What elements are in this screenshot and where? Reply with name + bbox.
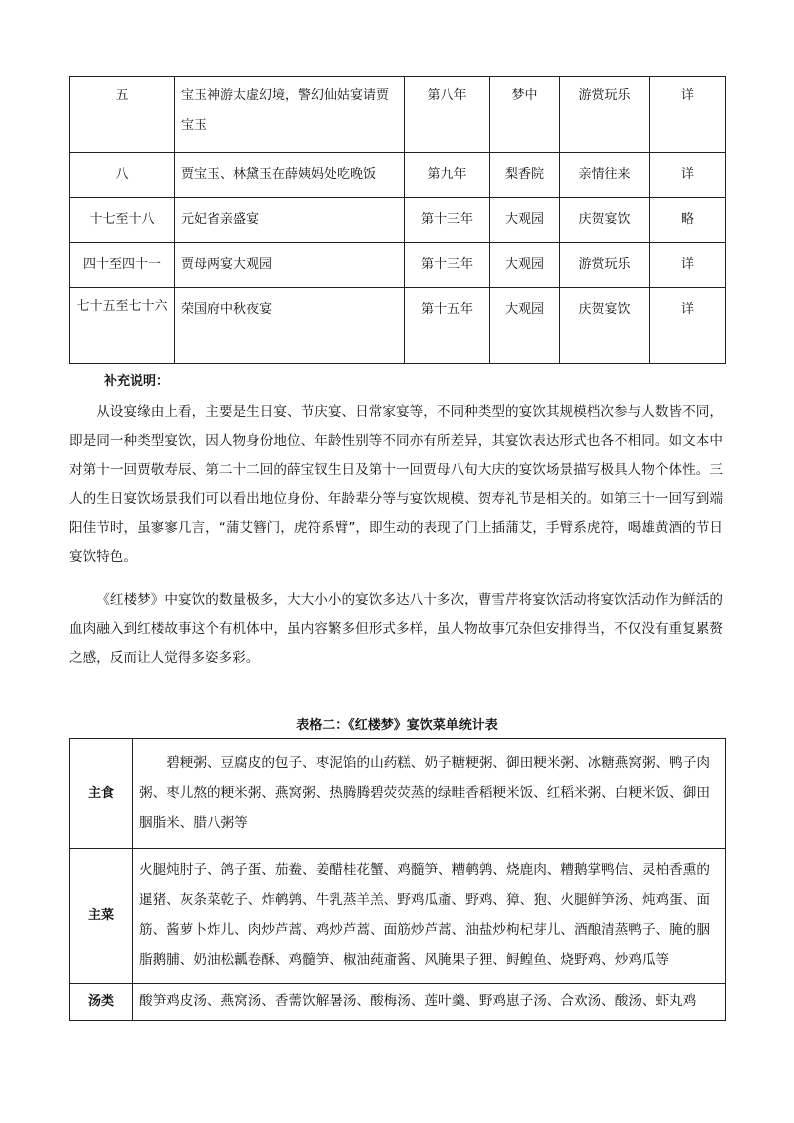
notes-paragraph: 从设宴缘由上看，主要是生日宴、节庆宴、日常家宴等，不同种类型的宴饮其规模档次参与人数皆不同，即是同一种类型宴饮，因人物身份地位、年龄性别等不同亦有所差异，其宴饮表达形式也各不相同。如文本中对第十一回贾敬寿辰、第二十二回的薛宝钗生日及第十一回贾母八旬大庆的宴饮场景描写极具人物个体性。三人的生日宴饮场景我们可以看出地位身份、年龄辈分等与宴饮规模、贺寿礼节是相关的。如第三十一回写到端阳佳节时，虽寥寥几言，“蒲艾簪门，虎符系臂”，即生动的表现了门上插蒲艾，手臂系虎符，喝雄黄酒的节日宴饮特色。 — [69, 404, 723, 565]
year-cell: 第十三年 — [405, 243, 490, 288]
year-cell: 第十三年 — [405, 198, 490, 243]
event-cell: 荣国府中秋夜宴 — [175, 288, 405, 364]
chapter-cell: 七十五至七十六 — [70, 288, 175, 364]
detail-cell: 详 — [650, 77, 726, 153]
menu-table — [69, 738, 726, 1021]
detail-cell: 详 — [650, 288, 726, 364]
year-cell: 第八年 — [405, 77, 490, 153]
menu-table-title: 表格二：《红楼梦》宴饮菜单统计表 — [296, 718, 498, 733]
table-row — [70, 984, 726, 1021]
type-cell: 庆贺宴饮 — [560, 288, 650, 364]
event-cell: 宝玉神游太虚幻境，警幻仙姑宴请贾宝玉 — [175, 77, 405, 153]
items-cell: 酸笋鸡皮汤、燕窝汤、香薷饮解暑汤、酸梅汤、莲叶羹、野鸡崽子汤、合欢汤、酸汤、虾丸鸡 — [133, 984, 726, 1021]
notes-heading: 补充说明： — [104, 374, 170, 389]
place-cell: 梦中 — [490, 77, 560, 153]
table-row — [70, 198, 726, 243]
event-cell: 元妃省亲盛宴 — [175, 198, 405, 243]
table-row — [70, 739, 726, 849]
table-row — [70, 243, 726, 288]
items-cell: 碧粳粥、豆腐皮的包子、枣泥馅的山药糕、奶子糖粳粥、御田粳米粥、冰糖燕窝粥、鸭子肉粥、枣儿熬的粳米粥、燕窝粥、热腾腾碧荧荧蒸的绿畦香稻粳米饭、红稻米粥、白粳米饭、御田胭脂米、腊八粥等 — [133, 739, 726, 849]
category-cell: 主食 — [70, 739, 133, 849]
type-cell: 亲情往来 — [560, 153, 650, 198]
year-cell: 第十五年 — [405, 288, 490, 364]
place-cell: 大观园 — [490, 243, 560, 288]
event-cell: 贾母两宴大观园 — [175, 243, 405, 288]
place-cell: 大观园 — [490, 288, 560, 364]
year-cell: 第九年 — [405, 153, 490, 198]
type-cell: 游赏玩乐 — [560, 243, 650, 288]
banquet-table — [69, 76, 726, 364]
chapter-cell: 五 — [70, 77, 175, 153]
chapter-cell: 八 — [70, 153, 175, 198]
detail-cell: 详 — [650, 243, 726, 288]
event-cell: 贾宝玉、林黛玉在薛姨妈处吃晚饭 — [175, 153, 405, 198]
category-cell: 汤类 — [70, 984, 133, 1021]
chapter-cell: 四十至四十一 — [70, 243, 175, 288]
detail-cell: 略 — [650, 198, 726, 243]
table-row — [70, 849, 726, 984]
place-cell: 大观园 — [490, 198, 560, 243]
place-cell: 梨香院 — [490, 153, 560, 198]
notes-paragraph: 《红楼梦》中宴饮的数量极多，大大小小的宴饮多达八十多次，曹雪芹将宴饮活动将宴饮活动作为鲜活的血肉融入到红楼故事这个有机体中，虽内容繁多但形式多样，虽人物故事冗杂但安排得当，不仅没有重复累赘之感，反而让人觉得多姿多彩。 — [69, 592, 723, 666]
type-cell: 游赏玩乐 — [560, 77, 650, 153]
table-row — [70, 77, 726, 153]
type-cell: 庆贺宴饮 — [560, 198, 650, 243]
detail-cell: 详 — [650, 153, 726, 198]
table-row — [70, 288, 726, 364]
items-cell: 火腿炖肘子、鸽子蛋、茄鲞、姜醋桂花蟹、鸡髓笋、糟鹌鹑、烧鹿肉、糟鹅掌鸭信、灵柏香熏的暹猪、灰条菜乾子、炸鹌鹑、牛乳蒸羊羔、野鸡瓜齑、野鸡、獐、狍、火腿鲜笋汤、炖鸡蛋、面筋、酱萝卜炸儿、肉炒芦蒿、鸡炒芦蒿、面筋炒芦蒿、油盐炒枸杞芽儿、酒酿清蒸鸭子、腌的胭脂鹅脯、奶油松瓤卷酥、鸡髓笋、椒油莼齑酱、风腌果子狸、鲟鳇鱼、烧野鸡、炒鸡瓜等 — [133, 849, 726, 984]
category-cell: 主菜 — [70, 849, 133, 984]
table-row — [70, 153, 726, 198]
chapter-cell: 十七至十八 — [70, 198, 175, 243]
